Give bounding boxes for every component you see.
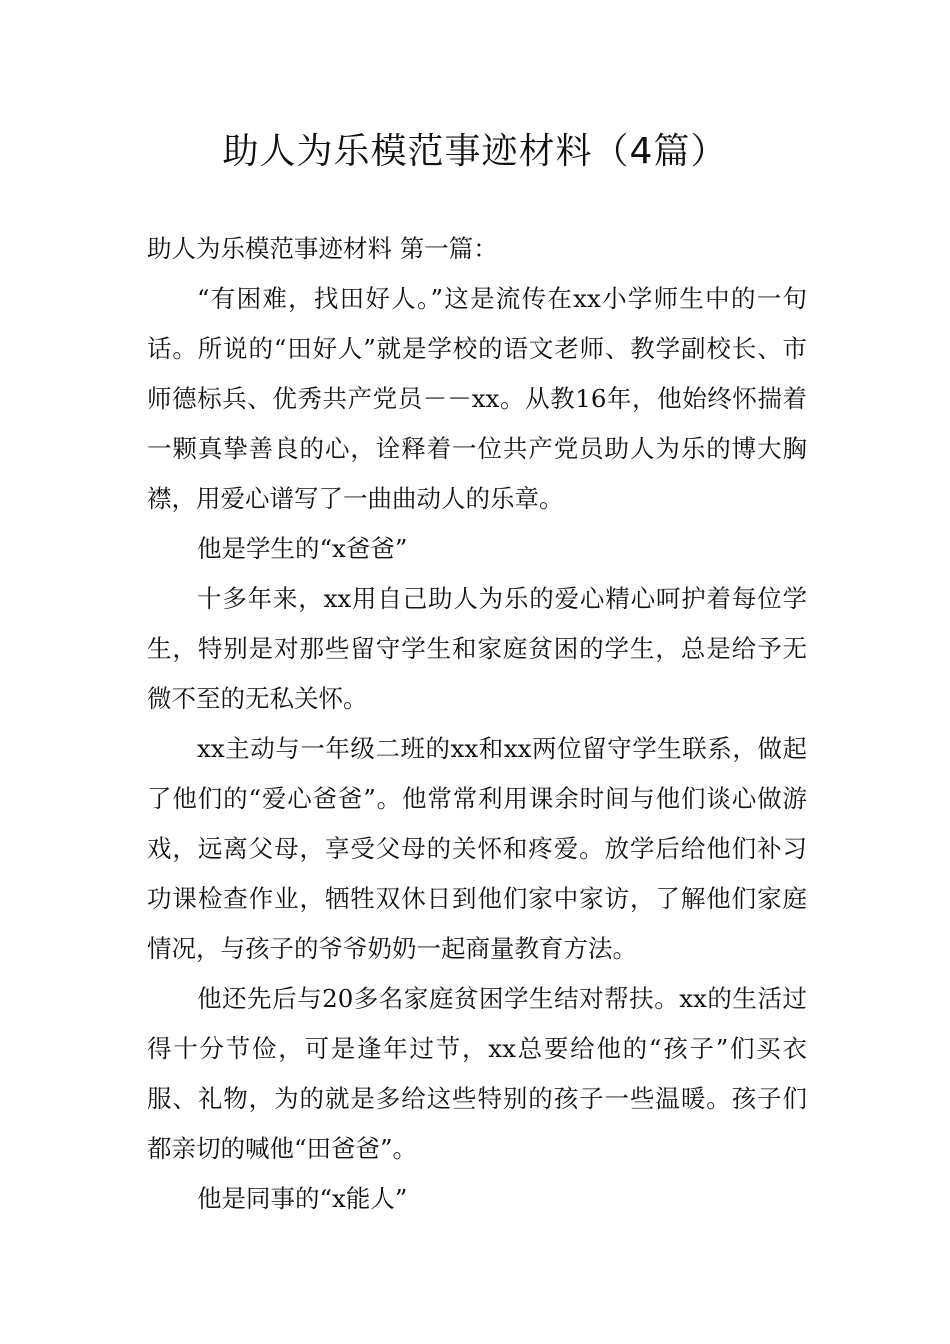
paragraph: 十多年来，xx用自己助人为乐的爱心精心呵护着每位学生，特别是对那些留守学生和家庭贫困的学生，总是给予无微不至的无私关怀。	[147, 584, 807, 713]
paragraph: “有困难，找田好人。”这是流传在xx小学师生中的一句话。所说的“田好人”就是学校的语文老师、教学副校长、市师德标兵、优秀共产党员－－xx。从教16年，他始终怀揣着一颗真挚善良的心，诠释着一位共产党员助人为乐的博大胸襟，用爱心谱写了一曲曲动人的乐章。	[147, 284, 807, 513]
paragraph: xx主动与一年级二班的xx和xx两位留守学生联系，做起了他们的“爱心爸爸”。他常常利用课余时间与他们谈心做游戏，远离父母，享受父母的关怀和疼爱。放学后给他们补习功课检查作业，牺牲双休日到他们家中家访，了解他们家庭情况，与孩子的爷爷奶奶一起商量教育方法。	[147, 734, 807, 963]
subheading: 他是同事的“x能人”	[197, 1184, 408, 1213]
paragraph: 他还先后与20多名家庭贫困学生结对帮扶。xx的生活过得十分节俭，可是逢年过节，xx总要给他的“孩子”们买衣服、礼物，为的就是多给这些特别的孩子一些温暖。孩子们都亲切的喊他“田爸爸”。	[147, 984, 807, 1163]
section-heading: 助人为乐模范事迹材料 第一篇：	[147, 234, 498, 263]
subheading: 他是学生的“x爸爸”	[197, 534, 408, 563]
document-body	[147, 224, 807, 1224]
document-title: 助人为乐模范事迹材料（4篇）	[222, 131, 728, 172]
